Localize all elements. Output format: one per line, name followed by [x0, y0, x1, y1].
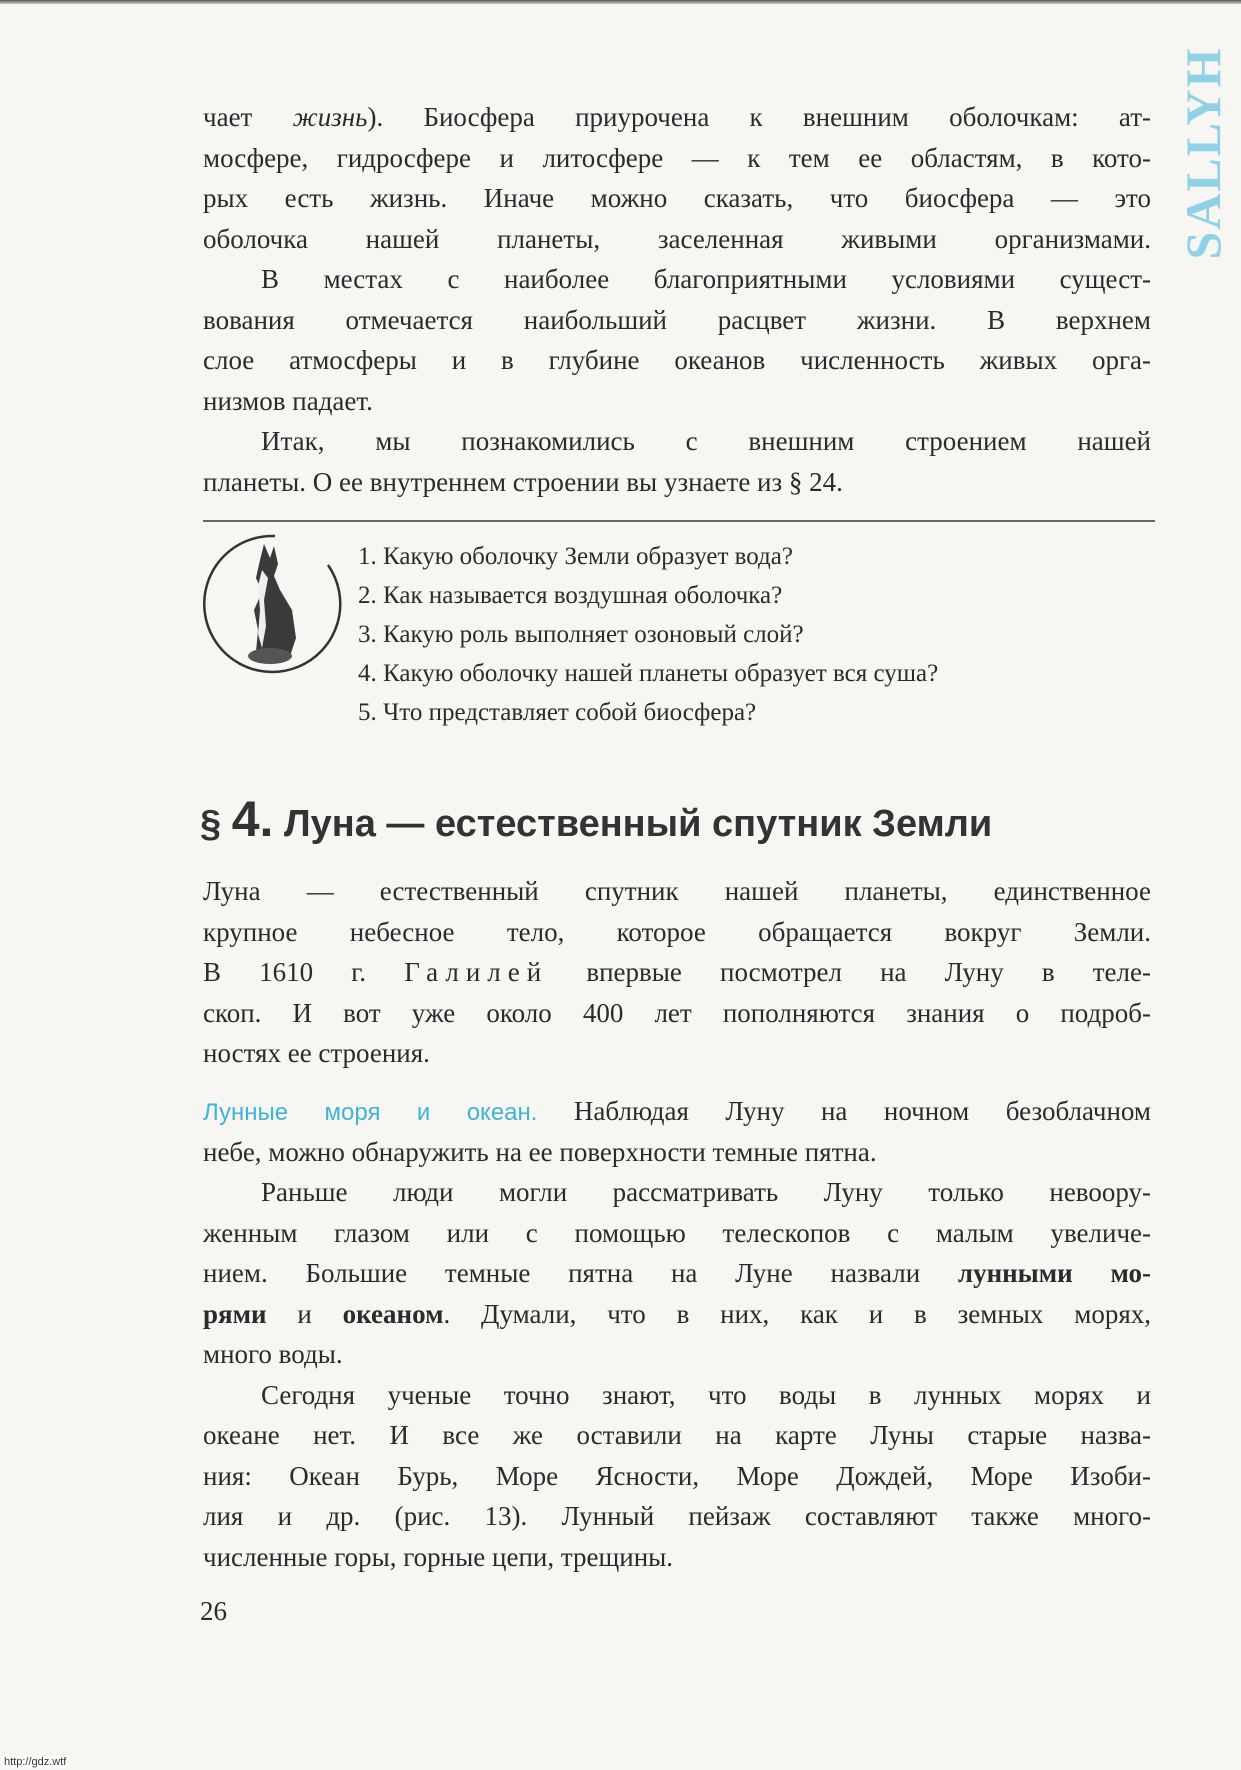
review-questions — [358, 537, 938, 732]
text-segment: чает — [203, 102, 293, 132]
text-line — [203, 1253, 1151, 1294]
text-line — [203, 300, 1151, 341]
question-item: 2. Как называется воздушная оболочка? — [358, 582, 783, 609]
fox-illustration-icon — [200, 530, 350, 680]
text-line — [203, 952, 1151, 993]
text-line — [203, 1294, 1151, 1335]
question-item: 4. Какую оболочку нашей планеты образует вся суша? — [358, 660, 939, 687]
text-segment: слое атмосферы и в глубине океанов численность живых орга- — [203, 345, 1151, 375]
text-segment: оболочка нашей планеты, заселенная живыми организмами. — [203, 223, 1151, 254]
text-segment: мосфере, гидросфере и литосфере — к тем ее областям, в кото- — [203, 142, 1151, 173]
page-top-edge — [0, 0, 1241, 4]
text-segment: В местах с наиболее благоприятными условиями сущест- — [261, 264, 1151, 294]
text-segment: вования отмечается наибольший расцвет жизни. В верхнем — [203, 304, 1151, 335]
text-line — [203, 871, 1151, 912]
text-segment: много воды. — [203, 1339, 343, 1369]
text-segment: Раньше люди могли рассматривать Луну только невоору- — [261, 1177, 1151, 1207]
text-segment: Луна — естественный спутник нашей планеты, единственное — [203, 876, 1151, 906]
subheading-inline: Лунные моря и океан. — [203, 1099, 538, 1126]
text-segment: и — [266, 1298, 343, 1329]
text-segment: лия и др. (рис. 13). Лунный пейзаж составляют также много- — [203, 1501, 1151, 1531]
text-segment: Сегодня ученые точно знают, что воды в лунных морях и — [261, 1379, 1151, 1410]
text-segment: ностях ее строения. — [203, 1038, 430, 1068]
text-line — [203, 219, 1151, 260]
section-sign: § — [200, 803, 232, 845]
text-segment: впервые посмотрел на Луну в теле- — [548, 957, 1151, 987]
text-line — [203, 912, 1151, 953]
text-segment: Наблюдая Луну на ночном безоблачном — [537, 1096, 1151, 1126]
text-segment: ). Биосфера приурочена к внешним оболочкам: ат- — [367, 102, 1151, 132]
text-line — [203, 421, 1151, 462]
text-segment: планеты. О ее внутреннем строении вы узнаете из § 24. — [203, 466, 843, 497]
footer-url[interactable]: http://gdz.wtf — [4, 1756, 67, 1768]
text-segment: численные горы, горные цепи, трещины. — [203, 1541, 674, 1572]
text-segment: океане нет. И все же оставили на карте Луны старые назва- — [203, 1420, 1151, 1450]
text-line — [203, 259, 1151, 300]
text-line — [203, 97, 1151, 138]
text-segment: скоп. И вот уже около 400 лет пополняются знания о подроб- — [203, 997, 1151, 1028]
section-title: Луна — естественный спутник Земли — [273, 803, 993, 845]
text-segment: небе, можно обнаружить на ее поверхности темные пятна. — [203, 1136, 877, 1167]
text-line — [203, 1091, 1151, 1132]
text-line — [203, 1172, 1151, 1213]
intro-paragraphs — [203, 97, 1151, 502]
text-segment: крупное небесное тело, которое обращается вокруг Земли. — [203, 916, 1151, 947]
text-segment: женным глазом или с помощью телескопов с малым увеличе- — [203, 1217, 1151, 1248]
section-heading — [200, 790, 992, 848]
question-item: 5. Что представляет собой биосфера? — [358, 699, 757, 726]
section-number: 4. — [231, 791, 274, 847]
text-line — [203, 340, 1151, 381]
moon-intro-paragraph — [203, 871, 1151, 1074]
text-line — [203, 1132, 1151, 1173]
side-tab-label — [1175, 25, 1231, 280]
text-line — [203, 1033, 1151, 1074]
text-segment: . Думали, что в них, как и в земных морях, — [443, 1298, 1151, 1329]
text-line — [203, 138, 1151, 179]
text-line — [203, 993, 1151, 1034]
lunar-seas-paragraphs — [203, 1091, 1151, 1577]
text-segment: лунными мо- — [957, 1258, 1152, 1288]
page-number: 26 — [200, 1596, 227, 1626]
question-item: 1. Какую оболочку Земли образует вода? — [358, 543, 793, 570]
text-line — [203, 1456, 1151, 1497]
text-line — [203, 1213, 1151, 1254]
text-line — [203, 1334, 1151, 1375]
text-line — [203, 1496, 1151, 1537]
side-tab-text: SALLYH — [1175, 45, 1231, 260]
text-segment: рями — [203, 1298, 267, 1329]
text-line — [203, 1375, 1151, 1416]
text-segment: жизнь — [292, 102, 368, 132]
text-line — [203, 1537, 1151, 1578]
text-segment: нием. Большие темные пятна на Луне назвали — [203, 1258, 958, 1288]
text-segment: В 1610 г. — [203, 957, 405, 987]
text-line — [203, 462, 1151, 503]
divider — [203, 520, 1155, 522]
text-segment: океаном — [342, 1298, 444, 1329]
text-segment: ния: Океан Бурь, Море Ясности, Море Дождей, Море Изоби- — [203, 1460, 1151, 1491]
text-segment: Галилей — [404, 957, 549, 987]
question-item: 3. Какую роль выполняет озоновый слой? — [358, 621, 804, 648]
text-line — [203, 381, 1151, 422]
text-segment: рых есть жизнь. Иначе можно сказать, что биосфера — это — [203, 183, 1151, 213]
text-segment: низмов падает. — [203, 385, 373, 416]
text-line — [203, 1415, 1151, 1456]
text-segment: Итак, мы познакомились с внешним строением нашей — [261, 426, 1151, 456]
text-line — [203, 178, 1151, 219]
